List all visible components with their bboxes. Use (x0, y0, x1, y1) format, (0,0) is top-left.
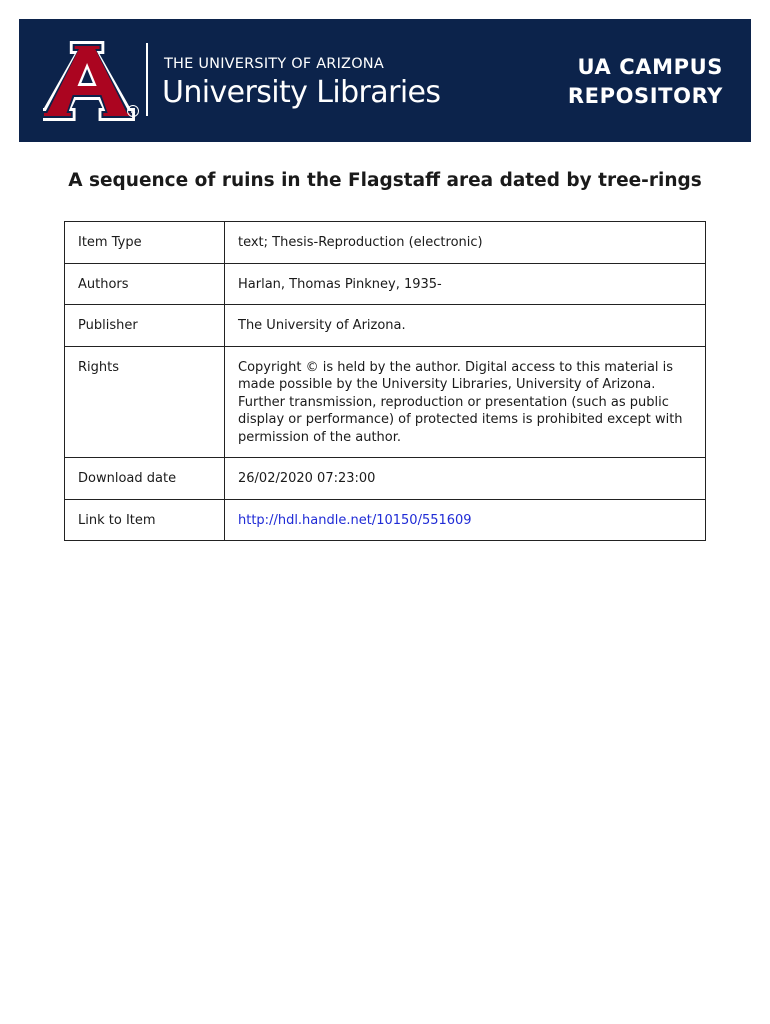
repository-name-line-2: REPOSITORY (567, 84, 723, 108)
metadata-label: Item Type (65, 222, 225, 264)
metadata-row-rights (65, 346, 706, 458)
university-logo-icon (43, 41, 135, 121)
metadata-label: Publisher (65, 305, 225, 347)
metadata-value (225, 499, 706, 541)
item-link[interactable]: http://hdl.handle.net/10150/551609 (238, 512, 472, 528)
repository-name-line-1: UA CAMPUS (577, 55, 723, 79)
metadata-label: Link to Item (65, 499, 225, 541)
metadata-value: 26/02/2020 07:23:00 (225, 458, 706, 500)
registered-mark-icon: R (127, 105, 139, 117)
metadata-label: Download date (65, 458, 225, 500)
metadata-label: Authors (65, 263, 225, 305)
repository-name (523, 53, 723, 111)
metadata-row-download-date (65, 458, 706, 500)
header-divider (146, 43, 148, 116)
metadata-row-authors (65, 263, 706, 305)
metadata-row-link (65, 499, 706, 541)
document-title: A sequence of ruins in the Flagstaff area dated by tree-rings (68, 170, 702, 191)
metadata-value: The University of Arizona. (225, 305, 706, 347)
metadata-row-publisher (65, 305, 706, 347)
metadata-value: Harlan, Thomas Pinkney, 1935- (225, 263, 706, 305)
header-banner (19, 19, 751, 142)
libraries-name: University Libraries (162, 75, 441, 110)
metadata-value: text; Thesis-Reproduction (electronic) (225, 222, 706, 264)
metadata-label: Rights (65, 346, 225, 458)
university-name: THE UNIVERSITY OF ARIZONA (164, 56, 384, 72)
metadata-row-item-type (65, 222, 706, 264)
metadata-table (64, 221, 706, 541)
metadata-value: Copyright © is held by the author. Digital access to this material is made possible by the University Libraries, University of Arizona. Further transmission, reproduction or presentation (such as public display or performance) of protected items is prohibited except with permission of the author. (225, 346, 706, 458)
